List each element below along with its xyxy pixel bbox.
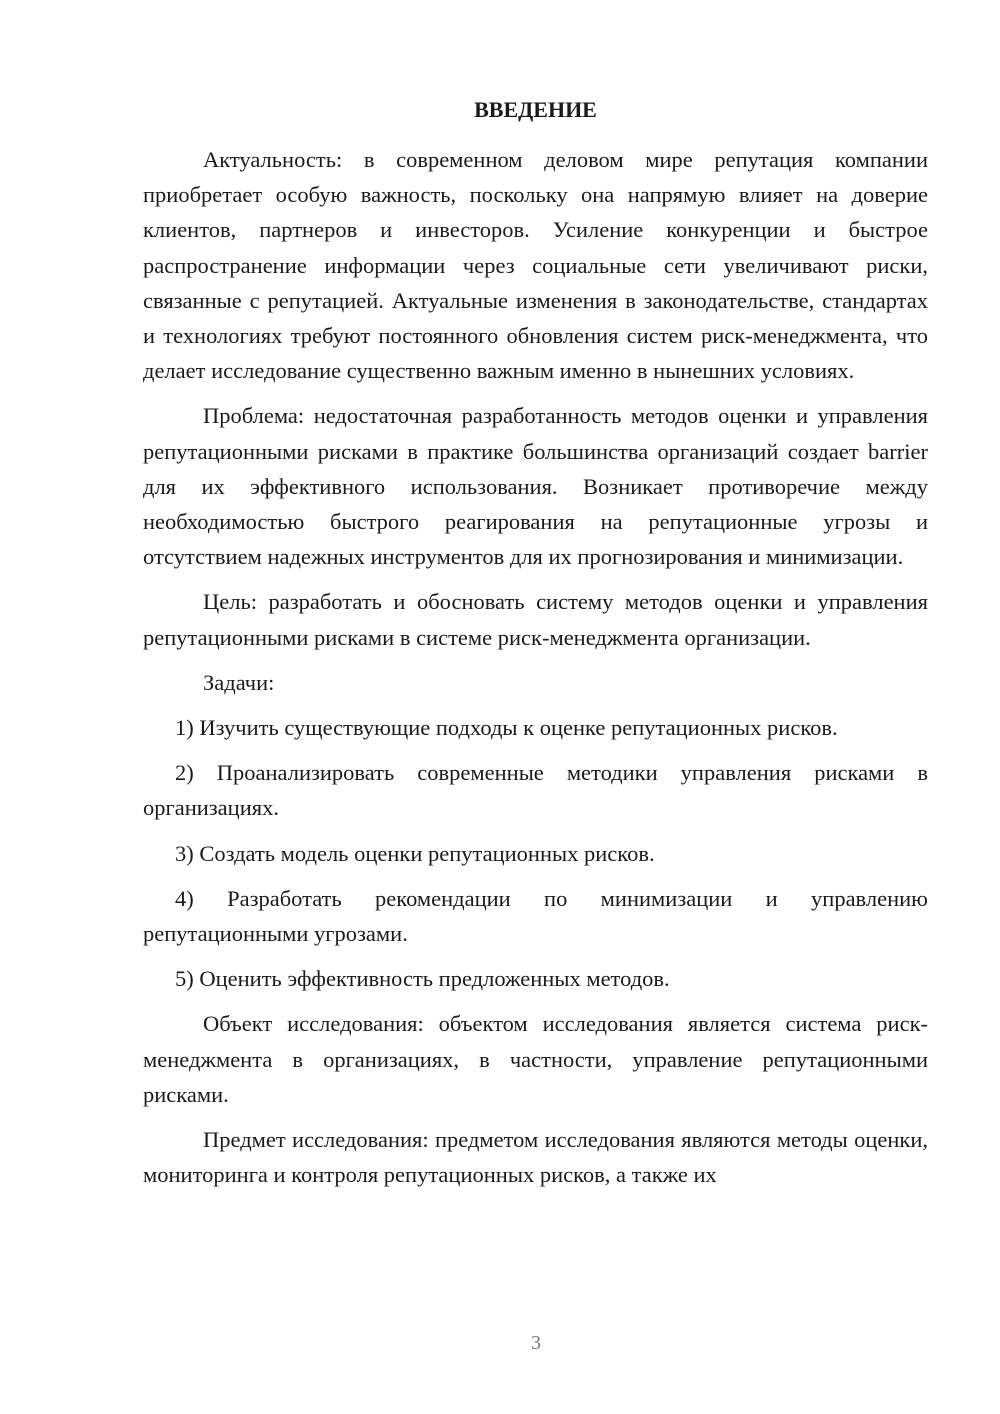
task-item-2: 2) Проанализировать современные методики управления рисками в организациях.	[143, 760, 928, 821]
page-title: ВВЕДЕНИЕ	[474, 97, 597, 122]
paragraph-subject: Предмет исследования: предметом исследования являются методы оценки, мониторинга и контроля репутационных рисков, а также их	[143, 1127, 928, 1188]
tasks-heading: Задачи:	[203, 669, 275, 695]
paragraph-relevance: Актуальность: в современном деловом мире репутация компании приобретает особую важность, поскольку она напрямую влияет на доверие клиентов, партнеров и инвесторов. Усиление конкуренции и быстрое распространение информации через социальные сети увеличивают риски, связанные с репутацией. Актуальные изменения в законодательстве, стандартах и технологиях требуют постоянного обновления систем риск-менеджмента, что делает исследование существенно важным именно в нынешних условиях.	[143, 147, 928, 384]
paragraph-object: Объект исследования: объектом исследования является система риск-менеджмента в организациях, в частности, управление репутационными рисками.	[143, 1011, 928, 1107]
page-number: 3	[531, 1332, 541, 1354]
task-item-4: 4) Разработать рекомендации по минимизации и управлению репутационными угрозами.	[143, 885, 928, 947]
paragraph-problem: Проблема: недостаточная разработанность методов оценки и управления репутационными рисками в практике большинства организаций создает barrier для их эффективного использования. Возникает противоречие между необходимостью быстрого реагирования на репутационные угрозы и отсутствием надежных инструментов для их прогнозирования и минимизации.	[143, 403, 928, 570]
paragraph-goal: Цель: разработать и обосновать систему методов оценки и управления репутационными рисками в системе риск-менеджмента организации.	[143, 589, 928, 650]
task-item-5: 5) Оценить эффективность предложенных методов.	[175, 966, 670, 992]
page-content	[143, 92, 928, 1202]
task-item-3: 3) Создать модель оценки репутационных рисков.	[175, 840, 655, 866]
task-item-1: 1) Изучить существующие подходы к оценке репутационных рисков.	[175, 715, 838, 741]
